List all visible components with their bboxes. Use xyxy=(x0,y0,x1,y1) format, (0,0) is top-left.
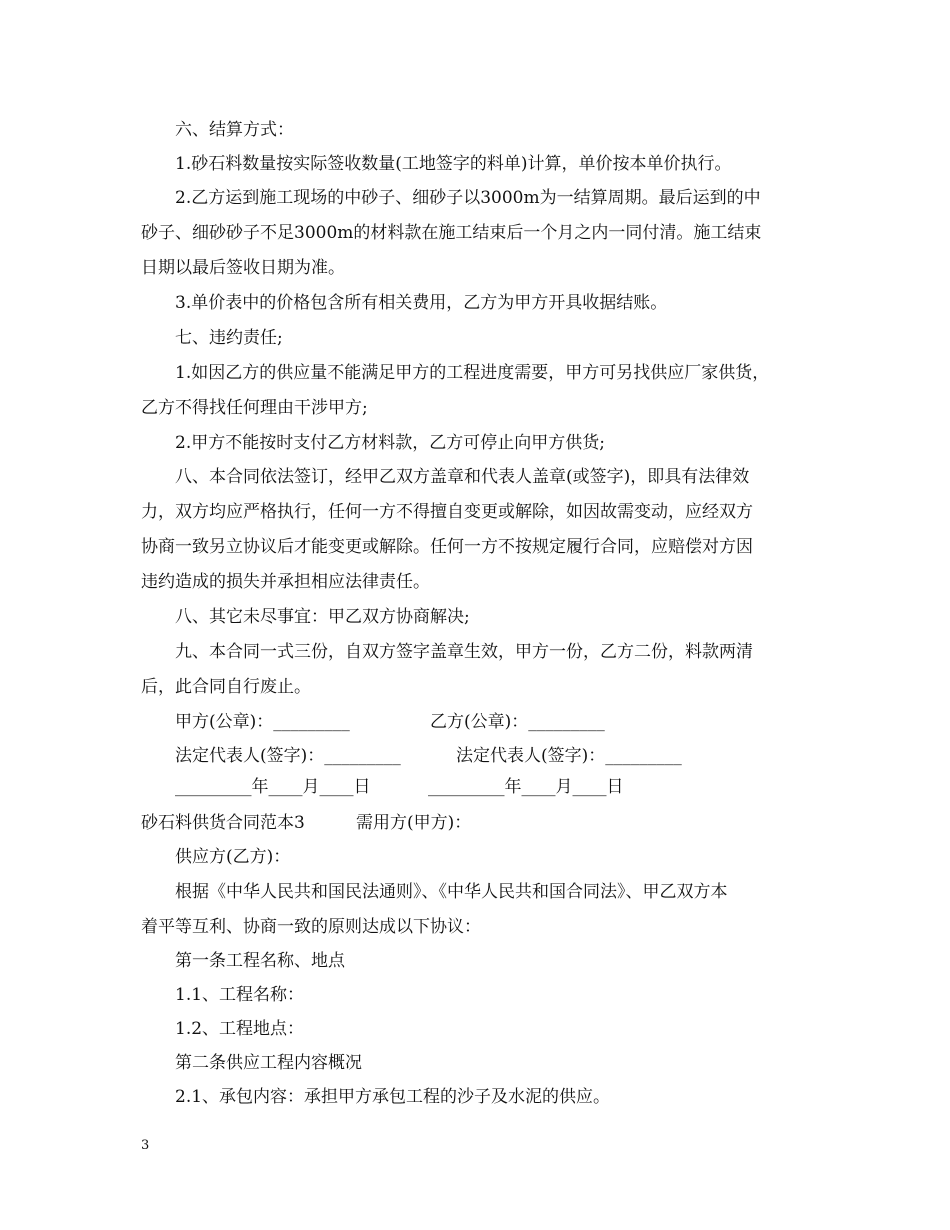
article-2-heading: 第二条供应工程内容概况 xyxy=(175,1053,362,1073)
section-8b-heading: 八、其它未尽事宜：甲乙双方协商解决; xyxy=(175,607,470,627)
template-3-title: 砂石料供货合同范本3 xyxy=(141,813,305,833)
clause-1-2: 1.2、工程地点： xyxy=(175,1019,305,1039)
supplier-label: 供应方(乙方)： xyxy=(175,847,291,867)
article-1-heading: 第一条工程名称、地点 xyxy=(175,951,345,971)
paragraph-continuation: 乙方不得找任何理由干涉甲方; xyxy=(141,398,368,418)
paragraph-continuation: 违约造成的损失并承担相应法律责任。 xyxy=(141,572,430,592)
section-7-heading: 七、违约责任; xyxy=(175,328,283,348)
party-a-seal-field: 甲方(公章)：_________ xyxy=(175,712,350,732)
party-a-representative-field: 法定代表人(签字)：_________ xyxy=(175,746,401,766)
paragraph: 3.单价表中的价格包含所有相关费用，乙方为甲方开具收据结账。 xyxy=(175,293,668,313)
party-b-seal-field: 乙方(公章)：_________ xyxy=(430,712,605,732)
party-a-date-field: _________年____月____日 xyxy=(175,777,371,797)
party-b-date-field: _________年____月____日 xyxy=(428,777,624,797)
paragraph-continuation: 后，此合同自行废止。 xyxy=(141,677,311,697)
signature-row-seal xyxy=(175,712,605,732)
signature-row-date xyxy=(175,777,624,797)
template-3-heading-row xyxy=(141,813,471,833)
signature-row-representative xyxy=(175,746,682,766)
page-number: 3 xyxy=(141,1138,150,1153)
party-b-representative-field: 法定代表人(签字)：_________ xyxy=(456,746,682,766)
section-9-heading: 九、本合同一式三份，自双方签字盖章生效，甲方一份，乙方二份，料款两清 xyxy=(175,642,753,662)
paragraph-continuation: 力，双方均应严格执行，任何一方不得擅自变更或解除，如因故需变动，应经双方 xyxy=(141,502,753,522)
paragraph: 1.砂石料数量按实际签收数量(工地签字的料单)计算，单价按本单价执行。 xyxy=(175,154,732,174)
paragraph-continuation: 砂子、细砂砂子不足3000m的材料款在施工结束后一个月之内一同付清。施工结束 xyxy=(141,223,762,243)
paragraph: 2.甲方不能按时支付乙方材料款，乙方可停止向甲方供货; xyxy=(175,433,605,453)
section-8-heading: 八、本合同依法签订，经甲乙双方盖章和代表人盖章(或签字)，即具有法律效 xyxy=(175,467,750,487)
paragraph-continuation: 日期以最后签收日期为准。 xyxy=(141,258,345,278)
paragraph-continuation: 协商一致另立协议后才能变更或解除。任何一方不按规定履行合同，应赔偿对方因 xyxy=(141,537,753,557)
paragraph: 1.如因乙方的供应量不能满足甲方的工程进度需要，甲方可另找供应厂家供货， xyxy=(175,363,770,383)
clause-2-1: 2.1、承包内容：承担甲方承包工程的沙子及水泥的供应。 xyxy=(175,1087,611,1107)
clause-1-1: 1.1、工程名称： xyxy=(175,985,305,1005)
section-6-heading: 六、结算方式： xyxy=(175,120,294,140)
paragraph: 根据《中华人民共和国民法通则》、《中华人民共和国合同法》、甲乙双方本 xyxy=(175,882,728,902)
paragraph-continuation: 着平等互利、协商一致的原则达成以下协议： xyxy=(141,917,481,937)
buyer-label: 需用方(甲方)： xyxy=(356,813,472,833)
paragraph: 2.乙方运到施工现场的中砂子、细砂子以3000m为一结算周期。最后运到的中 xyxy=(175,188,761,208)
